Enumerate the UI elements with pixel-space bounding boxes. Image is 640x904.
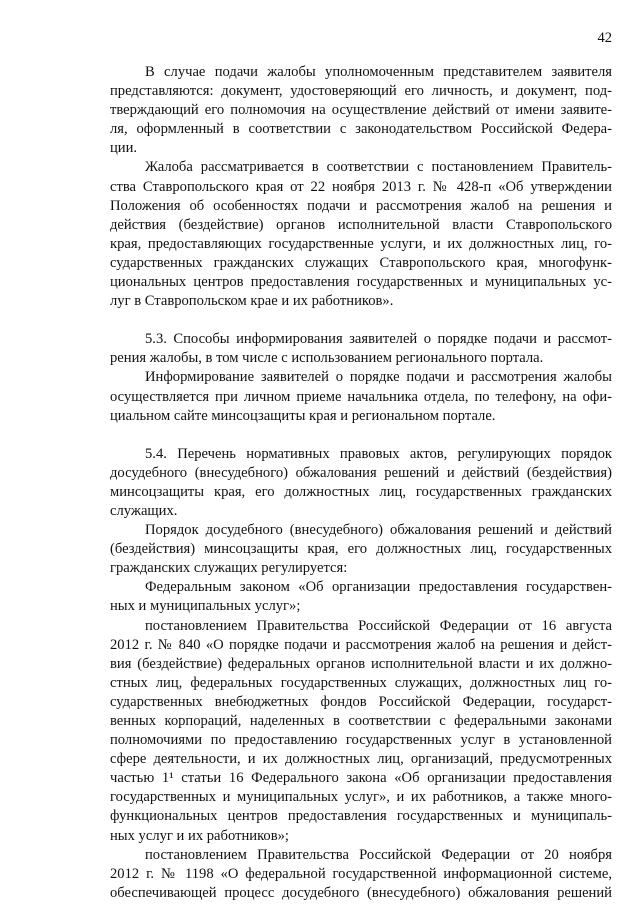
text-line: ля, оформленный в соответствии с законодательством Российской Федера- — [110, 121, 612, 138]
page-number: 42 — [597, 30, 612, 46]
paragraph — [110, 63, 612, 158]
text-line: государственных и муниципальных услуг», и их работников, а также много- — [110, 789, 612, 806]
text-line: ции. — [110, 140, 138, 157]
text-line: 5.4. Перечень нормативных правовых актов, регулирующих порядок — [145, 445, 612, 462]
text-line: 2012 г. № 840 «О порядке подачи и рассмотрения жалоб на решения и дейст- — [110, 636, 612, 653]
text-line: Положения об особенностях подачи и рассмотрения жалоб на решения и — [110, 197, 612, 214]
text-line: луг в Ставропольском крае и их работников». — [110, 293, 394, 310]
text-line: 5.3. Способы информирования заявителей о порядке подачи и рассмот- — [145, 331, 612, 348]
paragraph — [110, 617, 612, 846]
text-line: постановлением Правительства Российской Федерации от 16 августа — [145, 617, 612, 634]
paragraph — [110, 578, 612, 616]
text-line: досудебного (внесудебного) обжалования решений и действий (бездействия) — [110, 464, 612, 481]
text-line: рения жалобы, в том числе с использованием регионального портала. — [110, 350, 544, 367]
text-line: ства Ставропольского края от 22 ноября 2013 г. № 428-п «Об утверждении — [110, 178, 612, 195]
text-line: тверждающий его полномочия на осуществление действий от имени заявите- — [110, 102, 612, 119]
text-line: служащих. — [110, 502, 178, 519]
document-body — [110, 63, 612, 903]
text-line: гражданских служащих регулируется: — [110, 560, 348, 577]
text-line: ных и муниципальных услуг»; — [110, 598, 301, 615]
text-line: полномочиями по предоставлению государственных услуг в установленной — [110, 732, 612, 749]
text-line: обеспечивающей процесс досудебного (внесудебного) обжалования решений — [110, 884, 612, 901]
text-line: края, предоставляющих государственные услуги, и их должностных лиц, го- — [110, 235, 612, 252]
text-line: (бездействия) минсоцзащиты края, его должностных лиц, государственных — [110, 541, 612, 558]
text-line: Федеральным законом «Об организации предоставления государствен- — [145, 579, 612, 596]
text-line: сфере деятельности, и их должностных лиц, организаций, предусмотренных — [110, 751, 612, 768]
text-line: осуществляется при личном приеме начальника отдела, по телефону, на офи- — [110, 388, 612, 405]
text-line: сударственных внебюджетных фондов Российской Федерации, государст- — [110, 693, 612, 710]
text-line: Порядок досудебного (внесудебного) обжалования решений и действий — [145, 522, 612, 539]
paragraph — [110, 521, 612, 578]
text-line: функциональных центров предоставления государственных и муниципаль- — [110, 808, 612, 825]
paragraph — [110, 445, 612, 521]
text-line: частью 1¹ статьи 16 Федерального закона «Об организации предоставления — [110, 770, 612, 787]
paragraph — [110, 368, 612, 425]
text-line: В случае подачи жалобы уполномоченным представителем заявителя — [145, 64, 612, 80]
paragraph-gap — [110, 311, 612, 330]
text-line: действия (бездействие) органов исполнительной власти Ставропольского — [110, 216, 612, 233]
text-line: минсоцзащиты края, его должностных лиц, государственных гражданских — [110, 483, 612, 500]
paragraph-gap — [110, 426, 612, 445]
text-line: венных корпораций, наделенных в соответствии с федеральными законами — [110, 713, 612, 729]
paragraph — [110, 158, 612, 311]
text-line: 2012 г. № 1198 «О федеральной государственной информационной системе, — [110, 865, 612, 882]
text-line: циональных центров предоставления государственных и муниципальных ус- — [110, 274, 612, 291]
text-line: ных услуг и их работников»; — [110, 827, 289, 844]
text-line: постановлением Правительства Российской Федерации от 20 ноября — [145, 846, 612, 863]
text-line: сударственных гражданских служащих Ставропольского края, многофунк- — [110, 254, 612, 271]
text-line: Жалоба рассматривается в соответствии с постановлением Правитель- — [145, 159, 612, 176]
text-line: циальном сайте минсоцзащиты края и региональном портале. — [110, 407, 496, 424]
paragraph — [110, 846, 612, 903]
text-line: представляются: документ, удостоверяющий его личность, и документ, под- — [110, 83, 612, 100]
paragraph — [110, 330, 612, 368]
text-line: стных лиц, федеральных государственных служащих, должностных лиц го- — [110, 674, 612, 691]
text-line: Информирование заявителей о порядке подачи и рассмотрения жалобы — [145, 369, 612, 386]
text-line: вия (бездействие) федеральных органов исполнительной власти и их должно- — [110, 655, 612, 672]
